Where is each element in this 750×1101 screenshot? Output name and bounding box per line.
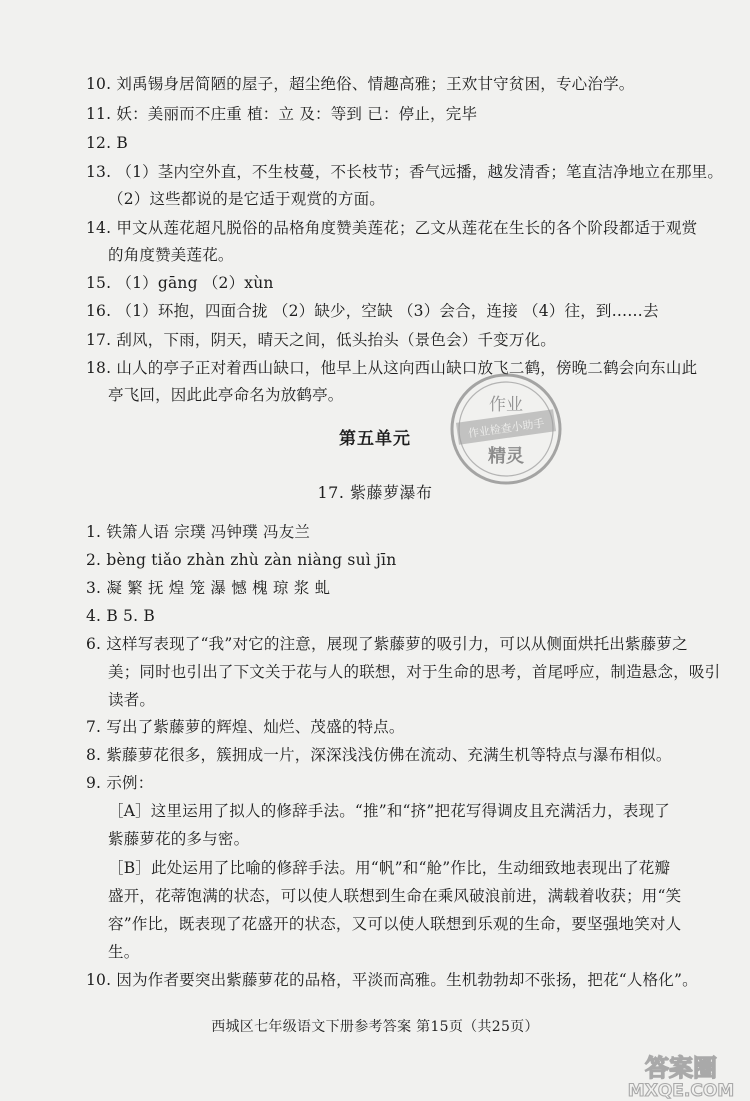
watermark-logo-icon [612, 1052, 750, 1101]
answer-18-line2: 亭飞回，因此此亭命名为放鹤亭。 [108, 386, 344, 404]
answer-b7: 7. 写出了紫藤萝的辉煌、灿烂、茂盛的特点。 [86, 718, 405, 736]
answer-b1: 1. 铁箫人语 宗璞 冯钟璞 冯友兰 [86, 523, 311, 541]
answer-b9-b-line1: ［B］此处运用了比喻的修辞手法。用“帆”和“舱”作比，生动细致地表现出了花瓣 [108, 859, 671, 877]
unit-title: 第五单元 [339, 429, 411, 449]
svg-text:作业: 作业 [489, 395, 523, 415]
answer-b8: 8. 紫藤萝花很多，簇拥成一片，深深浅浅仿佛在流动、充满生机等特点与瀑布相似。 [86, 746, 672, 764]
answer-10: 10. 刘禹锡身居简陋的屋子，超尘绝俗、情趣高雅；王欢甘守贫困，专心治学。 [86, 75, 635, 93]
svg-text:精灵: 精灵 [488, 446, 524, 467]
answer-b9-a-line1: ［A］这里运用了拟人的修辞手法。“推”和“挤”把花写得调皮且充满活力，表现了 [108, 802, 670, 820]
answer-15: 15. （1）gāng （2）xùn [86, 274, 274, 292]
svg-text:MXQE.COM: MXQE.COM [627, 1081, 735, 1101]
answer-b3: 3. 凝 繁 抚 煌 笼 瀑 憾 槐 琼 浆 虬 [86, 579, 331, 597]
page-footer: 西城区七年级语文下册参考答案 第15页（共25页） [211, 1019, 539, 1035]
answer-b9-b-line4: 生。 [108, 943, 140, 961]
answer-b9: 9. 示例： [86, 774, 154, 792]
answer-13-part1: 13. （1）茎内空外直，不生枝蔓，不长枝节；香气远播，越发清香；笔直洁净地立在那里。 [86, 163, 724, 181]
answer-b9-b-line2: 盛开，花蒂饱满的状态，可以使人联想到生命在乘风破浪前进，满载着收获；用“笑 [108, 887, 682, 905]
answer-b6-line3: 读者。 [108, 691, 156, 709]
answer-b9-a-line2: 紫藤萝花的多与密。 [108, 830, 250, 848]
answer-b4-b5: 4. B 5. B [86, 607, 155, 625]
answer-13-part2: （2）这些都说的是它适于观赏的方面。 [108, 190, 385, 208]
answer-b6-line2: 美；同时也引出了下文关于花与人的联想，对于生命的思考，首尾呼应，制造悬念，吸引 [108, 663, 721, 681]
answer-b10: 10. 因为作者要突出紫藤萝花的品格，平淡而高雅。生机勃勃却不张扬，把花“人格化”。 [86, 971, 698, 989]
answer-17: 17. 刮风，下雨，阴天，晴天之间，低头抬头（景色会）千变万化。 [86, 331, 556, 349]
answer-11: 11. 妖：美丽而不庄重 植：立 及：等到 已：停止，完毕 [86, 105, 478, 123]
answer-18-line1: 18. 山人的亭子正对着西山缺口，他早上从这向西山缺口放飞二鹤，傍晚二鹤会向东山此 [86, 359, 698, 377]
svg-text:作业检查小助手: 作业检查小助手 [467, 416, 546, 441]
answer-14-line1: 14. 甲文从莲花超凡脱俗的品格角度赞美莲花；乙文从莲花在生长的各个阶段都适于观赏 [86, 219, 698, 237]
seal-stamp-icon [447, 370, 565, 488]
answer-16: 16. （1）环抱，四面合拢 （2）缺少，空缺 （3）会合，连接 （4）往，到……去 [86, 302, 659, 320]
answer-b9-b-line3: 容”作比，既表现了花盛开的状态，又可以使人联想到乐观的生命，要坚强地笑对人 [108, 915, 682, 933]
answer-14-line2: 的角度赞美莲花。 [108, 246, 234, 264]
lesson-title: 17. 紫藤萝瀑布 [317, 483, 433, 502]
answer-b6-line1: 6. 这样写表现了“我”对它的注意，展现了紫藤萝的吸引力，可以从侧面烘托出紫藤萝之 [86, 635, 688, 653]
svg-text:答案圈: 答案圈 [645, 1054, 717, 1082]
answer-12: 12. B [86, 134, 128, 152]
answer-b2-pinyin: 2. bèng tiǎo zhàn zhù zàn niàng suì jīn [86, 551, 397, 569]
